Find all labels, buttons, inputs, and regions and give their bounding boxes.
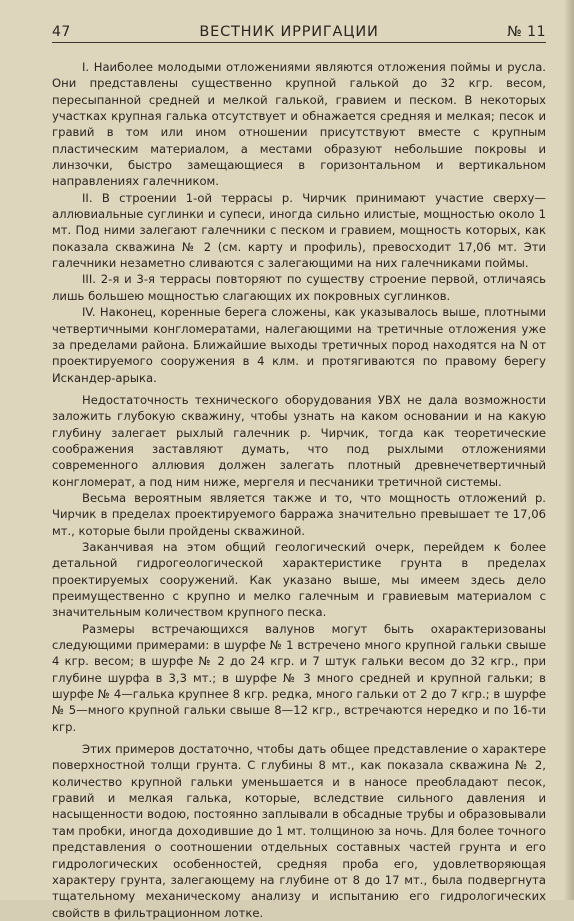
paragraph: Заканчивая на этом общий геологический очерк, перейдем к более детальной гидрогеологической характеристике грунта в пределах проектируемых сооружений. Как указано выше, мы имеем здесь дело преимущественно с крупно и мелко галечным и гравиевым материалом с значительным количеством крупного песка. xyxy=(52,539,546,620)
page-edge-shadow xyxy=(564,0,574,900)
journal-title: ВЕСТНИК ИРРИГАЦИИ xyxy=(199,24,379,40)
page-header xyxy=(52,24,546,43)
paragraph: Весьма вероятным является также и то, что мощность отложений р. Чирчик в пределах проектируемого барража значительно превышает те 17,06 мт., которые были пройдены скважиной. xyxy=(52,490,546,538)
paragraph: Размеры встречающихся валунов могут быть охарактеризованы следующими примерами: в шурфе № 1 встречено много крупной гальки свыше 4 кгр. весом; в шурфе № 2 до 24 кгр. и 7 штук гальки весом до 32 кгр., при глубине шурфа в 3,3 мт.; в шурфе № 3 много средней и крупной гальки; в шурфе № 4—галька крупнее 8 кгр. редка, много гальки от 2 до 7 кгр.; в шурфе № 5—много крупной гальки свыше 8—12 кгр., встречаются нередко и по 16-ти кгр. xyxy=(52,621,546,734)
paragraph: Этих примеров достаточно, чтобы дать общее представление о характере поверхностной толщи грунта. С глубины 8 мт., как показала скважина № 2, количество крупной гальки уменьшается и в наносе преобладают песок, гравий и мелкая галька, которые, вследствие сильного давления и насыщенности водою, постоянно заплывали в обсадные трубы и образовывали там пробки, иногда доходившие до 1 мт. толщиною за ночь. Для более точного представления о соотношении отдельных составных частей грунта и его гидрологических особенностей, средняя проба его, удовлетворяющая характеру грунта, залегающему на глубине от 8 до 17 мт., была подвергнута тщательному механическому анализу и испытанию его гидрологических свойств в фильтрационном лотке. xyxy=(52,742,546,920)
paragraph: Недостаточность технического оборудования УВХ не дала возможности заложить глубокую скважину, чтобы узнать на каком основании и на какую глубину залегает рыхлый галечник р. Чирчик, тогда как теоретические соображения заставляют думать, что под рыхлыми отложениями современного аллювия должен залегать плотный древнечетвертичный конгломерат, а под ним ниже, мергеля и песчаники третичной системы. xyxy=(52,392,546,489)
article-body xyxy=(52,59,546,921)
paragraph: II. В строении 1-ой террасы р. Чирчик принимают участие сверху—аллювиальные суглинки и супеси, иногда сильно илистые, мощностью около 1 мт. Под ними залегают галечники с песком и гравием, мощность которых, как показала скважина № 2 (см. карту и профиль), превосходит 17,06 мт. Эти галечники незаметно сливаются с залегающими на них галечниками поймы. xyxy=(52,190,546,271)
paragraph: III. 2-я и 3-я террасы повторяют по существу строение первой, отличаясь лишь большею мощностью слагающих их покровных суглинков. xyxy=(52,272,546,303)
page-number: 47 xyxy=(52,24,71,40)
paragraph: I. Наиболее молодыми отложениями являются отложения поймы и русла. Они представлены существенно крупной галькой до 32 кгр. весом, пересыпанной средней и мелкой галькой, гравием и песком. В некоторых участках крупная галька отсутствует и обнажается средняя и мелкая; песок и гравий в том или ином отношении присутствуют вместе с крупным пластическим материалом, а местами образуют небольшие покровы и линзочки, быстро замещающиеся в горизонтальном и вертикальном направлениях галечником. xyxy=(52,60,546,189)
paragraph: IV. Наконец, коренные берега сложены, как указывалось выше, плотными четвертичными конгломератами, налегающими на третичные отложения уже за пределами района. Ближайшие выходы третичных пород находятся на N от проектируемого сооружения в 4 клм. и протягиваются по правому берегу Искандер-арыка. xyxy=(52,305,546,385)
issue-number: № 11 xyxy=(507,24,546,40)
